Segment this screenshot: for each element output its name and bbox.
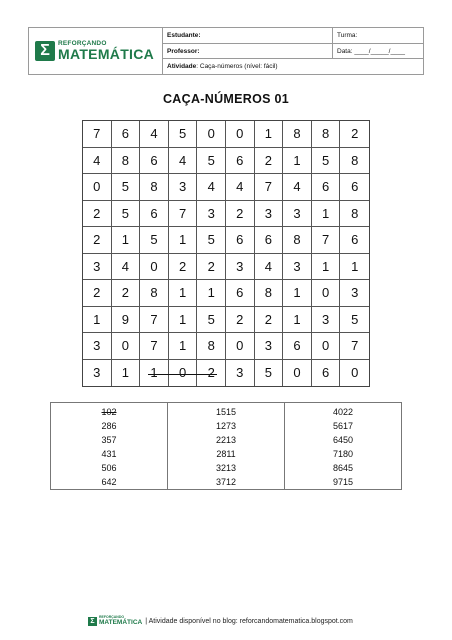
grid-cell[interactable]: 7	[255, 174, 284, 201]
grid-cell[interactable]: 4	[140, 121, 169, 148]
word-column	[51, 403, 168, 489]
grid-cell[interactable]: 1	[169, 280, 198, 307]
grid-cell[interactable]: 3	[83, 360, 112, 387]
grid-cell[interactable]: 5	[197, 227, 226, 254]
grid-cell[interactable]: 1	[255, 121, 284, 148]
grid-cell[interactable]: 0	[112, 333, 141, 360]
grid-cell[interactable]: 5	[197, 148, 226, 175]
word-item: 3712	[215, 477, 237, 487]
word-item: 431	[101, 449, 117, 459]
word-column	[285, 403, 401, 489]
grid-cell[interactable]: 2	[83, 227, 112, 254]
grid-cell[interactable]: 1	[83, 307, 112, 334]
grid-cell[interactable]: 8	[197, 333, 226, 360]
grid-cell[interactable]: 2	[255, 307, 284, 334]
grid-cell[interactable]: 6	[226, 227, 255, 254]
grid-cell[interactable]: 3	[169, 174, 198, 201]
grid-cell[interactable]: 3	[83, 333, 112, 360]
grid-cell[interactable]: 3	[83, 254, 112, 281]
word-item: 102	[101, 407, 117, 417]
grid-cell[interactable]: 7	[140, 333, 169, 360]
grid-cell[interactable]: 7	[83, 121, 112, 148]
brand-logo	[29, 28, 162, 74]
activity-label: Atividade	[167, 63, 197, 71]
word-item: 8645	[332, 463, 354, 473]
grid-cell[interactable]: 0	[197, 121, 226, 148]
grid-cell[interactable]: 2	[226, 201, 255, 228]
grid-cell[interactable]: 8	[140, 174, 169, 201]
grid-cell[interactable]: 5	[197, 307, 226, 334]
date-field[interactable]: Data: ____/_____/____	[337, 47, 405, 55]
grid-cell[interactable]: 0	[226, 333, 255, 360]
grid-cell[interactable]: 1	[340, 254, 369, 281]
grid-cell[interactable]: 3	[197, 201, 226, 228]
grid-cell[interactable]: 1	[283, 148, 312, 175]
grid-cell[interactable]: 4	[197, 174, 226, 201]
grid-cell[interactable]: 0	[312, 280, 341, 307]
number-search-grid	[82, 120, 370, 387]
grid-cell[interactable]: 6	[140, 148, 169, 175]
grid-cell[interactable]: 0	[351, 365, 359, 381]
grid-cell[interactable]: 3	[255, 201, 284, 228]
grid-cell[interactable]: 1	[283, 307, 312, 334]
grid-cell[interactable]: 7	[140, 307, 169, 334]
grid-cell[interactable]: 6	[255, 227, 284, 254]
grid-cell[interactable]: 8	[255, 280, 284, 307]
word-item: 5617	[332, 421, 354, 431]
page-title: CAÇA-NÚMEROS 01	[162, 92, 290, 106]
grid-cell[interactable]: 6	[140, 201, 169, 228]
grid-cell[interactable]: 5	[140, 227, 169, 254]
grid-cell[interactable]: 2	[83, 201, 112, 228]
logo-big-text: MATEMÁTICA	[58, 46, 155, 63]
grid-cell[interactable]: 1	[169, 333, 198, 360]
word-item: 6450	[332, 435, 354, 445]
grid-cell[interactable]: 6	[340, 174, 369, 201]
grid-cell[interactable]: 3	[283, 254, 312, 281]
grid-cell[interactable]: 4	[112, 254, 141, 281]
grid-cell[interactable]: 8	[340, 148, 369, 175]
grid-cell[interactable]: 2	[197, 254, 226, 281]
grid-cell[interactable]: 6	[226, 148, 255, 175]
grid-cell[interactable]: 6	[312, 360, 341, 387]
grid-cell[interactable]: 3	[283, 201, 312, 228]
found-strike-line	[148, 374, 217, 375]
grid-cell[interactable]: 2	[255, 148, 284, 175]
grid-cell[interactable]: 0	[83, 174, 112, 201]
word-item: 1515	[215, 407, 237, 417]
grid-cell[interactable]: 0	[226, 121, 255, 148]
grid-cell[interactable]: 2	[169, 254, 198, 281]
grid-cell[interactable]: 4	[283, 174, 312, 201]
grid-cell[interactable]: 8	[112, 148, 141, 175]
activity-value: : Caça-números (nível: fácil)	[196, 63, 278, 71]
word-item: 506	[101, 463, 117, 473]
grid-cell[interactable]: 7	[169, 201, 198, 228]
grid-cell[interactable]: 6	[312, 174, 341, 201]
grid-cell[interactable]: 7	[312, 227, 341, 254]
grid-cell[interactable]: 6	[226, 280, 255, 307]
class-field[interactable]: Turma:	[337, 31, 358, 39]
grid-cell[interactable]: 8	[312, 121, 341, 148]
grid-cell[interactable]: 1	[169, 227, 198, 254]
grid-cell[interactable]: 4	[255, 254, 284, 281]
grid-cell[interactable]: 3	[312, 307, 341, 334]
grid-cell[interactable]: 1	[283, 280, 312, 307]
grid-cell[interactable]: 1	[112, 227, 141, 254]
grid-cell[interactable]: 3	[340, 280, 369, 307]
grid-cell[interactable]: 5	[312, 148, 341, 175]
sigma-icon: Σ	[88, 617, 97, 626]
grid-cell[interactable]: 9	[112, 307, 141, 334]
grid-cell[interactable]: 7	[340, 333, 369, 360]
grid-cell[interactable]: 4	[169, 148, 198, 175]
grid-cell[interactable]: 0	[312, 333, 341, 360]
grid-cell[interactable]: 5	[340, 307, 369, 334]
grid-cell[interactable]: 0	[140, 254, 169, 281]
grid-cell[interactable]: 8	[340, 201, 369, 228]
grid-cell[interactable]: 2	[226, 307, 255, 334]
word-item: 357	[101, 435, 117, 445]
word-item: 1273	[215, 421, 237, 431]
grid-cell[interactable]: 5	[112, 174, 141, 201]
grid-cell[interactable]: 5	[255, 360, 284, 387]
header-fields	[162, 28, 423, 74]
footer-logo-big: MATEMÁTICA	[99, 618, 143, 626]
grid-cell[interactable]: 6	[340, 227, 369, 254]
student-field[interactable]: Estudante:	[163, 28, 333, 43]
sigma-icon: Σ	[35, 41, 55, 61]
logo-small-text: REFORÇANDO	[58, 39, 107, 47]
grid-cell[interactable]: 4	[226, 174, 255, 201]
grid-cell[interactable]: 5	[169, 121, 198, 148]
grid-cell[interactable]: 1	[112, 360, 141, 387]
word-item: 4022	[332, 407, 354, 417]
word-item: 642	[101, 477, 117, 487]
word-item: 2811	[216, 449, 236, 459]
grid-cell[interactable]: 3	[226, 254, 255, 281]
grid-cell[interactable]: 5	[112, 201, 141, 228]
grid-cell[interactable]: 1	[197, 280, 226, 307]
grid-cell[interactable]: 4	[83, 148, 112, 175]
worksheet-header	[28, 27, 424, 75]
footer-logo-small: REFORÇANDO	[99, 615, 125, 619]
grid-cell[interactable]: 3	[255, 333, 284, 360]
grid-cell[interactable]: 6	[112, 121, 141, 148]
grid-cell[interactable]: 8	[283, 121, 312, 148]
word-item: 9715	[332, 477, 354, 487]
footer-logo	[88, 616, 142, 626]
grid-cell[interactable]: 2	[340, 121, 369, 148]
grid-cell[interactable]: 1	[312, 254, 341, 281]
grid-cell[interactable]: 8	[283, 227, 312, 254]
grid-cell[interactable]: 1	[169, 307, 198, 334]
footer	[88, 616, 353, 626]
word-item: 3213	[215, 463, 237, 473]
grid-cell[interactable]: 2	[83, 280, 112, 307]
grid-cell[interactable]: 6	[283, 333, 312, 360]
grid-cell[interactable]: 0	[283, 360, 312, 387]
grid-cell[interactable]: 1	[312, 201, 341, 228]
grid-cell[interactable]: 3	[226, 360, 255, 387]
word-item: 2213	[215, 435, 237, 445]
word-column	[168, 403, 285, 489]
footer-text[interactable]: | Atividade disponível no blog: reforcandomatematica.blogspot.com	[145, 617, 353, 625]
word-item: 286	[101, 421, 117, 431]
activity-field	[163, 59, 423, 74]
grid-cell[interactable]: 2	[112, 280, 141, 307]
teacher-field[interactable]: Professor:	[163, 44, 333, 59]
word-list	[50, 402, 402, 490]
word-item: 7180	[332, 449, 354, 459]
grid-cell[interactable]: 8	[140, 280, 169, 307]
